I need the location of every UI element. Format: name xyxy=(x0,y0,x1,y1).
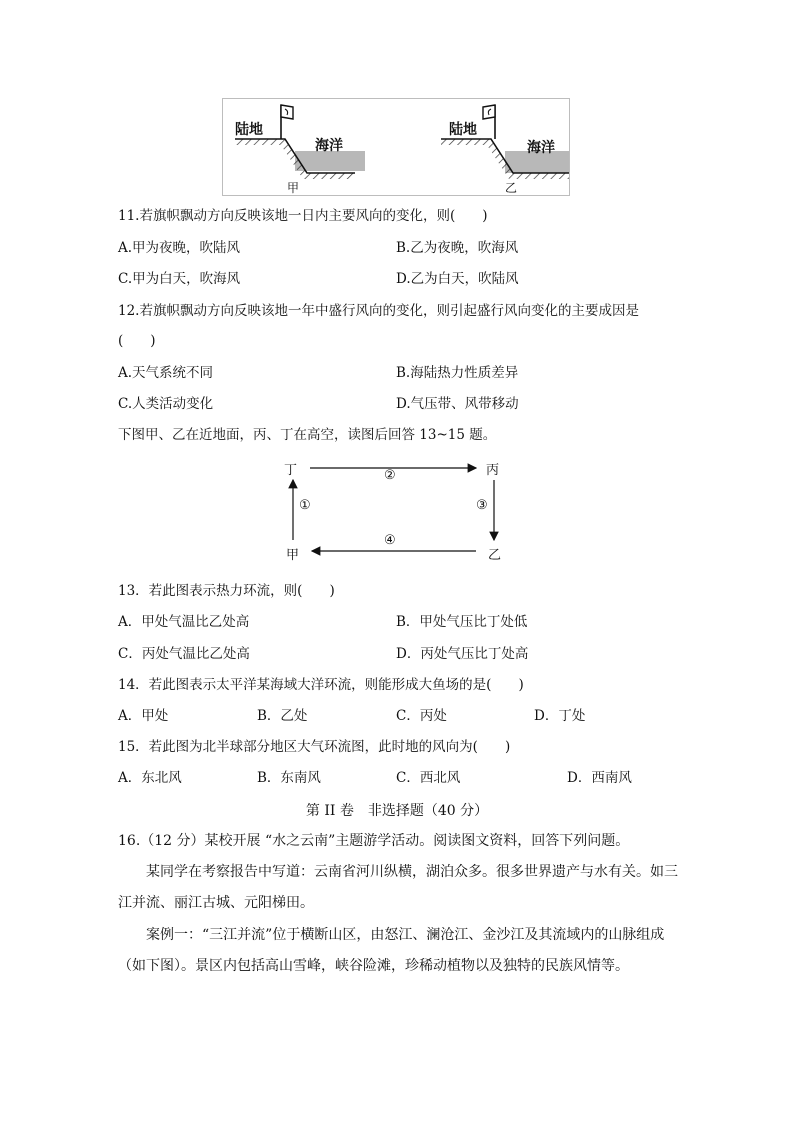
q11-option-a: A.甲为夜晚，吹陆风 xyxy=(118,240,241,256)
q15-option-d: D．西南风 xyxy=(567,770,632,786)
q13-option-b: B．甲处气压比丁处低 xyxy=(396,614,528,630)
land-label-right: 陆地 xyxy=(449,122,477,138)
label-3: ③ xyxy=(476,498,488,513)
label-2: ② xyxy=(384,468,396,483)
q15-option-c: C．西北风 xyxy=(396,770,461,786)
label-4: ④ xyxy=(384,533,396,548)
panel-name-jia: 甲 xyxy=(287,181,300,195)
q16-para1-line1: 某同学在考察报告中写道：云南省河川纵横，湖泊众多。很多世界遗产与水有关。如三 xyxy=(146,864,678,880)
sea-label-right: 海洋 xyxy=(527,140,555,156)
flag-right xyxy=(483,105,495,119)
q11-option-c: C.甲为白天，吹海风 xyxy=(118,271,241,287)
q12-option-c: C.人类活动变化 xyxy=(118,396,214,412)
flag-left xyxy=(281,105,293,119)
q15-stem: 15．若此图为北半球部分地区大气环流图，此时地的风向为( ) xyxy=(118,739,511,755)
node-jia: 甲 xyxy=(286,548,300,563)
q14-option-a: A．甲处 xyxy=(118,708,169,724)
q12-stem-paren: ( ) xyxy=(118,333,156,349)
q11-option-d: D.乙为白天，吹陆风 xyxy=(396,271,519,287)
sea-label-left: 海洋 xyxy=(315,138,343,154)
q12-option-b: B.海陆热力性质差异 xyxy=(396,365,519,381)
q12-stem: 12.若旗帜飘动方向反映该地一年中盛行风向的变化，则引起盛行风向变化的主要成因是 xyxy=(118,303,639,319)
q14-option-d: D．丁处 xyxy=(534,708,586,724)
land-label-left: 陆地 xyxy=(235,122,263,138)
panel-name-yi: 乙 xyxy=(505,181,518,195)
q15-option-b: B．东南风 xyxy=(257,770,321,786)
section-2-title: 第 II 卷 非选择题（40 分） xyxy=(305,803,489,819)
label-1: ① xyxy=(299,498,311,513)
q13-option-d: D．丙处气压比丁处高 xyxy=(396,646,529,662)
node-bing: 丙 xyxy=(486,463,500,478)
q14-stem: 14．若此图表示太平洋某海域大洋环流，则能形成大鱼场的是( ) xyxy=(118,677,524,693)
node-ding: 丁 xyxy=(284,463,298,478)
sea-land-breeze-drawing xyxy=(223,99,571,197)
q14-option-b: B．乙处 xyxy=(257,708,308,724)
circulation-diagram xyxy=(280,456,510,568)
q16-para2-line2: （如下图）。景区内包括高山雪峰，峡谷险滩，珍稀动植物以及独特的民族风情等。 xyxy=(118,958,629,974)
q13-option-a: A．甲处气温比乙处高 xyxy=(118,614,250,630)
q13-stem: 13．若此图表示热力环流，则( ) xyxy=(118,583,335,599)
q13-option-c: C．丙处气温比乙处高 xyxy=(118,646,250,662)
sea-land-breeze-figure xyxy=(222,98,570,196)
q11-option-b: B.乙为夜晚，吹海风 xyxy=(396,240,519,256)
node-yi: 乙 xyxy=(488,548,502,563)
q15-option-a: A．东北风 xyxy=(118,770,182,786)
q12-option-d: D.气压带、风带移动 xyxy=(396,396,519,412)
q16-para2-line1: 案例一：“三江并流”位于横断山区，由怒江、澜沧江、金沙江及其流域内的山脉组成 xyxy=(146,927,665,943)
q12-option-a: A.天气系统不同 xyxy=(118,365,214,381)
intro-13-15: 下图甲、乙在近地面，丙、丁在高空，读图后回答 13~15 题。 xyxy=(118,427,497,443)
q16-stem: 16.（12 分）某校开展 “水之云南”主题游学活动。阅读图文资料，回答下列问题。 xyxy=(118,833,630,849)
q14-option-c: C．丙处 xyxy=(396,708,447,724)
q11-stem: 11.若旗帜飘动方向反映该地一日内主要风向的变化，则( ) xyxy=(118,208,488,224)
q16-para1-line2: 江并流、丽江古城、元阳梯田。 xyxy=(118,895,314,911)
